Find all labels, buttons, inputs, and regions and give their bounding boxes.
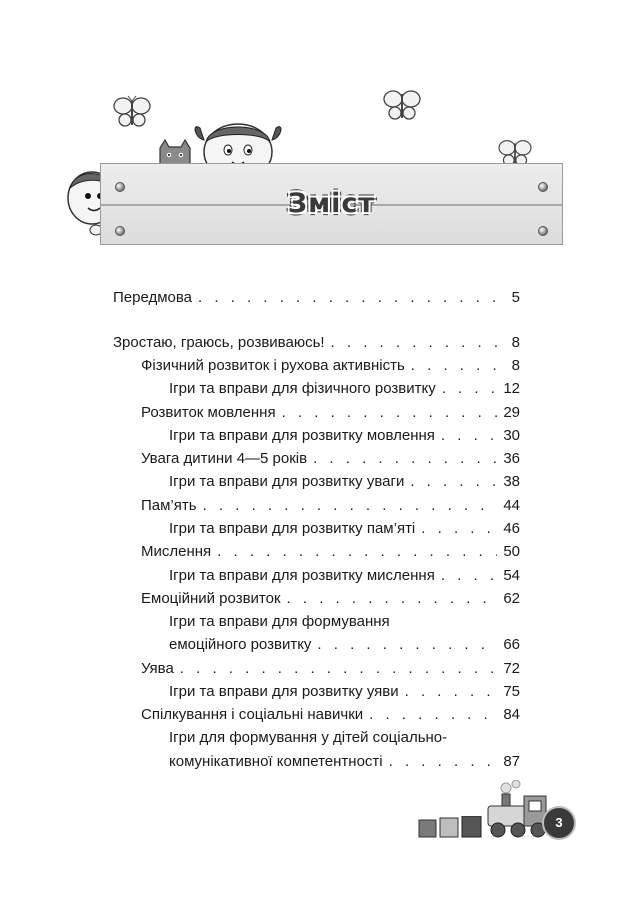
toc-entry[interactable]: Мислення . . . 50: [141, 542, 520, 562]
toc-entry-first-line[interactable]: Ігри та вправи для формування: [169, 613, 390, 630]
toc-entry-first-line[interactable]: Ігри для формування у дітей соціально-: [169, 729, 448, 746]
screw-icon: [538, 226, 548, 236]
toc-entry[interactable]: Передмова . . . 5: [113, 288, 520, 308]
screw-icon: [115, 226, 125, 236]
page-number: 3: [542, 806, 576, 840]
heading-board: [100, 163, 563, 245]
toc-entry[interactable]: емоційного розвитку . . . 66: [169, 635, 520, 655]
girl-face-icon: [192, 118, 284, 168]
toc-entry[interactable]: Ігри та вправи для розвитку пам’яті . . . 46: [169, 519, 520, 539]
toc-entry[interactable]: комунікативної компетентності . . . 87: [169, 752, 520, 772]
toc-entry[interactable]: Ігри та вправи для розвитку мислення . . . 54: [169, 566, 520, 586]
toc-entry[interactable]: Фізичний розвиток і рухова активність . . . 8: [141, 356, 520, 376]
toc-entry[interactable]: Увага дитини 4—5 років . . . 36: [141, 449, 520, 469]
toc-entry[interactable]: Ігри та вправи для розвитку уваги . . . 38: [169, 472, 520, 492]
toc-entry[interactable]: Розвиток мовлення . . . 29: [141, 403, 520, 423]
toc-entry[interactable]: Пам’ять . . . 44: [141, 496, 520, 516]
butterfly-icon: [382, 88, 422, 124]
toc-entry[interactable]: Спілкування і соціальні навички . . . 84: [141, 705, 520, 725]
toc-entry[interactable]: Ігри та вправи для розвитку мовлення . . . 30: [169, 426, 520, 446]
toc-entry[interactable]: Зростаю, граюсь, розвиваюсь! . . . 8: [113, 333, 520, 353]
toc-entry[interactable]: Уява . . . 72: [141, 659, 520, 679]
toc-entry[interactable]: Ігри та вправи для фізичного розвитку . . . 12: [169, 379, 520, 399]
butterfly-icon: [112, 95, 152, 131]
page-title: Зміст: [287, 188, 376, 219]
toc-entry[interactable]: Емоційний розвиток . . . 62: [141, 589, 520, 609]
toc-entry[interactable]: Ігри та вправи для розвитку уяви . . . 75: [169, 682, 520, 702]
toy-blocks-icon: [418, 816, 482, 838]
